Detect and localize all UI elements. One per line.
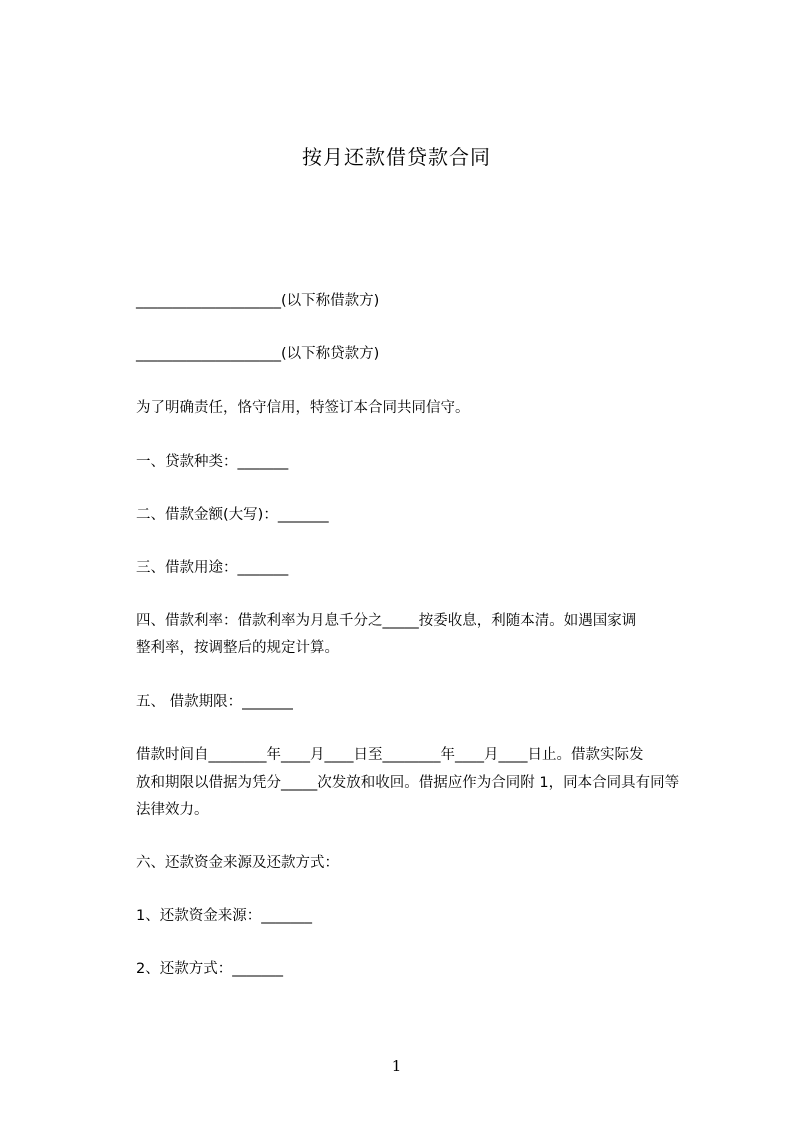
document-title: 按月还款借贷款合同: [302, 145, 491, 169]
clause-loan-type: 一、贷款种类：_______: [136, 454, 289, 470]
clause-loan-purpose: 三、借款用途：_______: [136, 560, 289, 576]
loan-period-line1: 借款时间自________年____月____日至________年____月____日止。借款实际发: [136, 747, 644, 763]
clause-interest-rate-line1: 四、借款利率：借款利率为月息千分之_____按委收息，利随本清。如遇国家调: [136, 613, 637, 629]
clause-loan-term: 五、 借款期限：_______: [136, 694, 293, 710]
clause-repayment: 六、还款资金来源及还款方式：: [136, 855, 339, 871]
repayment-source: 1、还款资金来源：_______: [136, 908, 312, 924]
borrower-line: ____________________(以下称借款方): [136, 293, 380, 309]
loan-period-line2: 放和期限以借据为凭分_____次发放和收回。借据应作为合同附 1，同本合同具有同等: [136, 775, 680, 791]
page-number: 1: [391, 1057, 402, 1075]
repayment-method: 2、还款方式：_______: [136, 961, 283, 977]
preamble-paragraph: 为了明确责任，恪守信用，特签订本合同共同信守。: [136, 400, 470, 416]
lender-line: ____________________(以下称贷款方): [136, 346, 380, 362]
clause-interest-rate-line2: 整利率，按调整后的规定计算。: [136, 640, 339, 656]
loan-period-line3: 法律效力。: [136, 802, 209, 818]
clause-loan-amount: 二、借款金额(大写)：_______: [136, 507, 329, 523]
